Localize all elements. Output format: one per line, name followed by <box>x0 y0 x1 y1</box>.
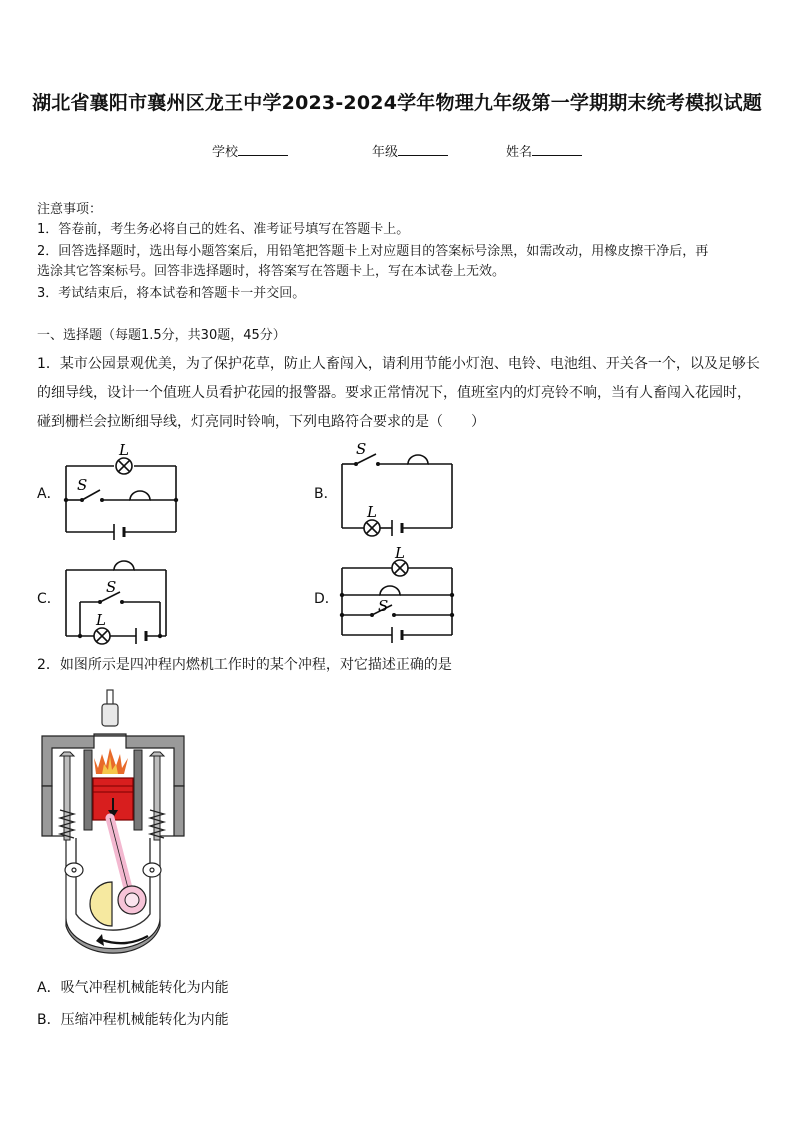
notice-item: 3．考试结束后，将本试卷和答题卡一并交回。 <box>37 286 306 301</box>
option-c-label: C． <box>37 591 61 607</box>
name-field <box>506 141 582 160</box>
question-1-line: 碰到栅栏会拉断细导线，灯亮同时铃响，下列电路符合要求的是（ ） <box>37 414 485 430</box>
question-2-option-b: B．压缩冲程机械能转化为内能 <box>37 1012 229 1028</box>
notice-item: 1．答卷前，考生务必将自己的姓名、准考证号填写在答题卡上。 <box>37 222 410 237</box>
option-d-label: D． <box>314 591 339 607</box>
name-blank <box>532 143 582 156</box>
page-title: 湖北省襄阳市襄州区龙王中学2023-2024学年物理九年级第一学期期末统考模拟试题 <box>32 92 762 114</box>
switch-label: S <box>77 476 88 494</box>
spark-plug <box>102 704 118 726</box>
lamp-label: L <box>96 611 106 629</box>
section-heading: 一、选择题（每题1.5分，共30题，45分） <box>37 328 286 343</box>
lamp-label: L <box>395 545 405 562</box>
lamp-label: L <box>119 441 129 459</box>
notice-block <box>37 200 767 304</box>
school-blank <box>238 143 288 156</box>
question-1-line: 1．某市公园景观优美，为了保护花草，防止人畜闯入，请利用节能小灯泡、电铃、电池组、开关各一个，以及足够长 <box>37 356 760 372</box>
notice-item: 2．回答选择题时，选出每小题答案后，用铅笔把答题卡上对应题目的答案标号涂黑，如需改动，用橡皮擦干净后，再 <box>37 244 709 259</box>
switch-label: S <box>106 578 117 596</box>
school-label: 学校 <box>212 145 239 160</box>
option-a-label: A． <box>37 486 61 502</box>
option-b-label: B． <box>314 486 338 502</box>
lamp-label: L <box>367 503 377 521</box>
question-2-option-a: A．吸气冲程机械能转化为内能 <box>37 980 229 996</box>
circuit-a <box>60 440 184 540</box>
circuit-c <box>60 554 184 646</box>
switch-label: S <box>378 597 389 615</box>
question-1 <box>37 350 777 437</box>
school-field <box>212 141 288 160</box>
notice-heading: 注意事项： <box>37 202 103 217</box>
notice-item: 选涂其它答案标号。回答非选择题时，将答案写在答题卡上，写在本试卷上无效。 <box>37 264 506 279</box>
question-1-line: 的细导线，设计一个值班人员看护花园的报警器。要求正常情况下，值班室内的灯亮铃不响，当有人畜闯入花园时， <box>37 385 751 401</box>
question-2-stem: 2．如图所示是四冲程内燃机工作时的某个冲程，对它描述正确的是 <box>37 657 452 673</box>
spark-icon <box>94 748 128 774</box>
grade-label: 年级 <box>372 145 399 160</box>
switch-label: S <box>356 440 367 458</box>
engine-diagram <box>36 686 192 962</box>
crankshaft-weight <box>90 882 112 926</box>
circuit-b <box>336 438 460 542</box>
grade-field <box>372 141 448 160</box>
grade-blank <box>398 143 448 156</box>
name-label: 姓名 <box>506 145 533 160</box>
circuit-d <box>336 545 460 645</box>
